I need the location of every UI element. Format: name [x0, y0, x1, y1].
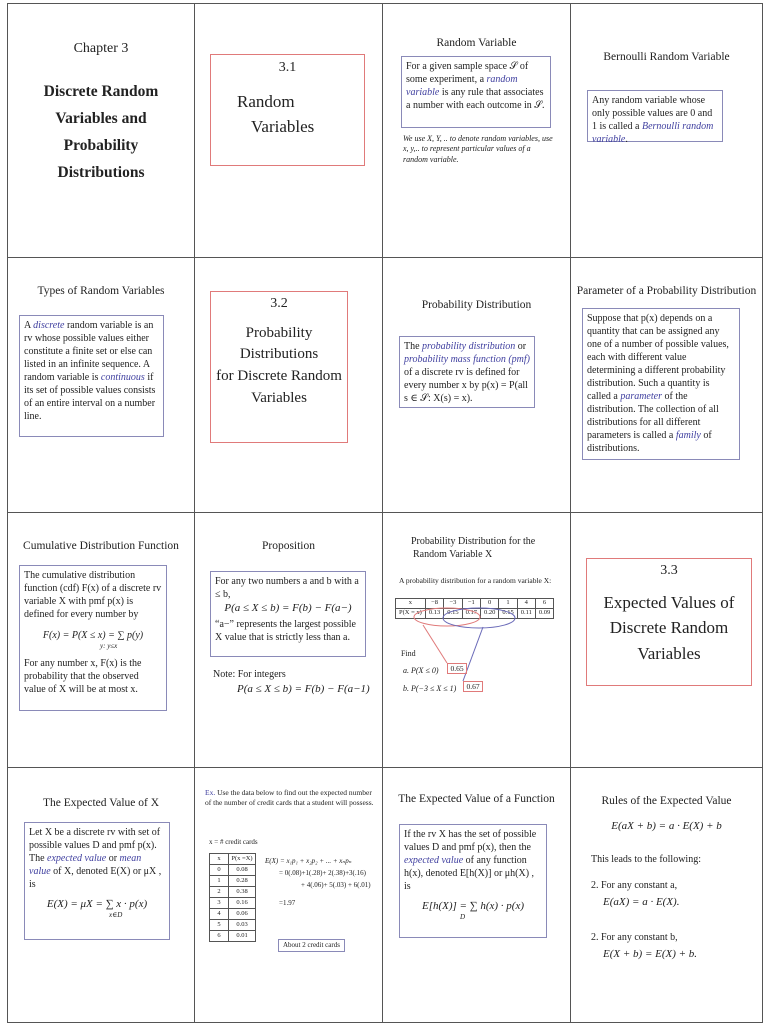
table-cell: 0.06: [229, 909, 256, 920]
text: “a−” represents the largest possible X value that is strictly less than a.: [215, 619, 356, 644]
definition-box: [399, 336, 535, 408]
slide-random-variable: [383, 3, 571, 258]
slide-section-3-1: [195, 3, 383, 258]
result: =1.97: [279, 898, 296, 907]
slide-proposition: [195, 513, 383, 768]
table-row: [210, 854, 256, 865]
cdf-formula: F(x) = P(X ≤ x) = ∑ p(y): [42, 630, 144, 641]
chapter-label: Chapter 3: [73, 41, 129, 56]
slide-section-3-2: [195, 258, 383, 513]
column-header: P(x =X): [229, 854, 256, 865]
text: For a given sample space 𝒮 of some experiment, a: [406, 61, 529, 85]
credit-card-table: [209, 853, 256, 942]
table-cell: 0: [480, 599, 498, 609]
text: random variable is an rv whose possible values either constitute a finite set or else can listed in an infinite sequence. A random variable is: [24, 320, 154, 383]
table-cell: −3: [444, 599, 462, 609]
table-cell: 0.28: [229, 876, 256, 887]
sum-subscript: y: y≤x: [100, 642, 118, 650]
table-cell: 1: [210, 876, 229, 887]
section-box: [210, 291, 348, 443]
sum-subscript: D: [460, 913, 466, 922]
table-row: [210, 909, 256, 920]
section-number: 3.3: [660, 563, 678, 578]
row-header: P(X = x): [396, 609, 426, 619]
table-cell: −1: [462, 599, 480, 609]
rule-formula: E(X + b) = E(X) + b.: [603, 948, 698, 960]
text: of a discrete rv is defined for every number x by p(x) = P(all s ∈ 𝒮: X(s) = x).: [404, 367, 528, 404]
slide-title: Probability Distribution: [421, 299, 532, 311]
table-cell: 4: [210, 909, 229, 920]
section-box: [586, 558, 752, 686]
term: probability mass function (pmf): [404, 354, 531, 365]
slide-title: Rules of the Expected Value: [601, 795, 732, 807]
table-cell: 0.15: [499, 609, 517, 619]
row-header: x: [396, 599, 426, 609]
lead-text: This leads to the following:: [591, 854, 701, 865]
table-row: [210, 920, 256, 931]
definition-box: [401, 56, 551, 128]
variable-label: x = # credit cards: [209, 838, 258, 846]
term: expected value: [404, 855, 464, 866]
text: A: [24, 320, 34, 331]
slide-types: [7, 258, 195, 513]
slide-chapter-title: [7, 3, 195, 258]
section-title-line: Discrete Random: [609, 618, 729, 637]
term: mean value: [29, 853, 142, 877]
question-a: a. P(X ≤ 0): [403, 666, 439, 675]
section-title-line: Variables: [251, 116, 315, 136]
term: continuous: [100, 372, 145, 383]
term: expected value: [47, 853, 107, 864]
section-title-line: Probability Distributions: [239, 324, 319, 363]
term: random variables: [481, 134, 538, 143]
slide-bernoulli: [571, 3, 763, 258]
highlight-oval: [443, 608, 515, 628]
table-cell: 1: [499, 599, 517, 609]
section-title: [587, 590, 751, 667]
chapter-title: [8, 78, 194, 187]
table-cell: 0.03: [229, 920, 256, 931]
section-title-line: Variables: [637, 643, 701, 663]
definition-box: [587, 90, 723, 145]
note: [403, 134, 553, 165]
equation: E(X) = x₁p₁ + x₂p₂ + ... + xₙpₙ: [265, 857, 352, 865]
formula: P(a ≤ X ≤ b) = F(b) − F(a−1): [237, 683, 370, 695]
section-title-line: Expected Values of: [603, 592, 735, 612]
table-cell: 0.17: [462, 609, 480, 619]
text: The cumulative distribution function (cdf) F(x) of a discrete rv variable X with pmf p(x) is defined for every number by: [24, 570, 162, 620]
note: Note: For integers: [213, 669, 286, 680]
rule-formula: E(aX + b) = a · E(X) + b: [611, 820, 722, 832]
definition-box: [582, 308, 740, 460]
rule-item: 2. For any constant b,: [591, 932, 678, 943]
slide-rules-expected-value: [571, 768, 763, 1023]
definition-box: [210, 571, 366, 657]
definition-box: [24, 822, 170, 940]
definition-box: [19, 565, 167, 711]
text: Suppose that p(x) depends on a quantity that can be assigned any one of a number of possible values, each with different value determining a different probability distribution. Such a quantity is called a: [587, 313, 729, 402]
definition-box: [19, 315, 164, 437]
text: For any two numbers a and b with a ≤ b,: [215, 576, 359, 600]
answer-b: 0.67: [463, 681, 483, 692]
table-cell: 0.13: [425, 609, 443, 619]
slide-title: Parameter of a Probability Distribution: [576, 285, 757, 297]
table-cell: 6: [210, 931, 229, 942]
term: parameter: [620, 391, 662, 402]
table-cell: 0.09: [535, 609, 553, 619]
table-cell: 0.01: [229, 931, 256, 942]
column-header: x: [210, 854, 229, 865]
table-cell: 6: [535, 599, 553, 609]
rule-item: 2. For any constant a,: [591, 880, 678, 891]
chapter-title-line: Variables and: [55, 110, 147, 128]
highlight-ovals: [383, 513, 571, 768]
slide-title: Types of Random Variables: [37, 285, 165, 297]
definition-box: [399, 824, 547, 938]
text: If the rv X has the set of possible values D and pmf p(x), then the: [404, 829, 537, 853]
text: We use X, Y, .. to denote: [403, 134, 482, 143]
text: Use the data below to find out the expected number of the number of credit cards that a student will possess.: [205, 788, 374, 807]
table-cell: 0.20: [480, 609, 498, 619]
example-label: Ex.: [205, 788, 216, 797]
slide-title: Random Variable: [436, 37, 517, 49]
table-row: [210, 931, 256, 942]
term: random variable: [406, 74, 518, 98]
title-line: Random Variable X: [413, 549, 493, 560]
table-cell: 0.11: [517, 609, 535, 619]
expected-value-function-formula: E[h(X)] = ∑ h(x) · p(x): [421, 900, 524, 912]
text: .: [625, 134, 628, 145]
chapter-title-line: Distributions: [57, 164, 145, 182]
slide-title: Proposition: [261, 540, 316, 552]
chapter-title-line: Probability: [63, 137, 139, 155]
slide-title: Cumulative Distribution Function: [23, 540, 179, 552]
slide-parameter: [571, 258, 763, 513]
table-cell: 2: [210, 887, 229, 898]
table-row: [210, 865, 256, 876]
text: is any rule that associates a number with each outcome in 𝒮.: [406, 87, 545, 111]
table-cell: 0.16: [229, 898, 256, 909]
section-title-line: Variables: [251, 389, 307, 406]
table-cell: 3: [210, 898, 229, 909]
table-row: [210, 898, 256, 909]
table-cell: −8: [425, 599, 443, 609]
slide-probability-distribution: [383, 258, 571, 513]
text: if its set of possible values consists of an entire interval on a number line.: [24, 372, 156, 422]
table-row: [210, 876, 256, 887]
text: Any random variable whose only possible values are 0 and 1 is called a: [592, 95, 713, 132]
answer-a: 0.65: [447, 663, 467, 674]
table-cell: 4: [517, 599, 535, 609]
term: probability distribution: [422, 341, 516, 352]
sum-subscript: x∈D: [109, 911, 123, 920]
section-title: [211, 323, 347, 410]
slide-cdf: [7, 513, 195, 768]
slide-title: The Expected Value of X: [42, 797, 160, 809]
title-line: Probability Distribution for the: [411, 536, 536, 547]
example-prompt: [205, 788, 375, 808]
formula: P(a ≤ X ≤ b) = F(b) − F(a−): [224, 602, 352, 614]
table-cell: 0.38: [229, 887, 256, 898]
text: For any number x, F(x) is the probability that the observed value of X will be at most x.: [24, 658, 142, 696]
answer-box: About 2 credit cards: [278, 939, 345, 952]
slide-section-3-3: [571, 513, 763, 768]
table-row: [210, 887, 256, 898]
text: of the distribution. The collection of all distributions for all different parameters is called a: [587, 391, 719, 441]
intro-text: A probability distribution for a random variable X:: [399, 576, 552, 585]
term: Bernoulli random variable: [592, 121, 714, 145]
calculation: [265, 856, 371, 910]
equation: = 0(.08)+1(.28)+ 2(.38)+3(.16): [279, 868, 366, 877]
table-cell: 5: [210, 920, 229, 931]
table-cell: 0.08: [229, 865, 256, 876]
section-title-line: for Discrete Random: [216, 368, 342, 384]
expected-value-formula: E(X) = μX = ∑ x · p(x): [46, 898, 148, 910]
slide-expected-value: [7, 768, 195, 1023]
slide-pd-example: [383, 513, 571, 768]
find-label: Find: [401, 649, 416, 658]
text: or: [106, 853, 120, 864]
chapter-title-line: Discrete Random: [43, 83, 159, 100]
table-cell: 0.15: [444, 609, 462, 619]
slide-grid: [7, 3, 763, 1023]
question-b: b. P(−3 ≤ X ≤ 1): [403, 684, 457, 693]
section-number: 3.1: [278, 60, 297, 75]
slide-expected-value-function: [383, 768, 571, 1023]
term: discrete: [33, 320, 65, 331]
pointer-line: [423, 625, 447, 663]
highlight-oval: [414, 608, 480, 626]
rule-formula: E(aX) = a · E(X).: [603, 896, 680, 908]
text: of X, denoted E(X) or μX , is: [29, 866, 162, 890]
section-box: [210, 54, 365, 166]
slide-title: Bernoulli Random Variable: [603, 51, 730, 63]
text: of any function h(x), denoted E[h(X)] or μh(X) , is: [404, 855, 535, 892]
equation: + 4(.06)+ 5(.03) + 6(.01): [301, 880, 371, 889]
section-title-line: Random: [237, 91, 295, 111]
text: of distributions.: [587, 430, 712, 454]
term: family: [675, 430, 701, 441]
slide-title: The Expected Value of a Function: [398, 793, 555, 805]
text: , use x, y,.. to represent particular values of a random variable.: [403, 134, 553, 164]
text: Let X be a discrete rv with set of possible values D and pmf p(x). The: [29, 827, 161, 864]
text: or: [515, 341, 527, 352]
table-cell: 0: [210, 865, 229, 876]
section-number: 3.2: [270, 296, 288, 311]
slide-credit-card-example: [195, 768, 383, 1023]
text: The: [404, 341, 423, 352]
